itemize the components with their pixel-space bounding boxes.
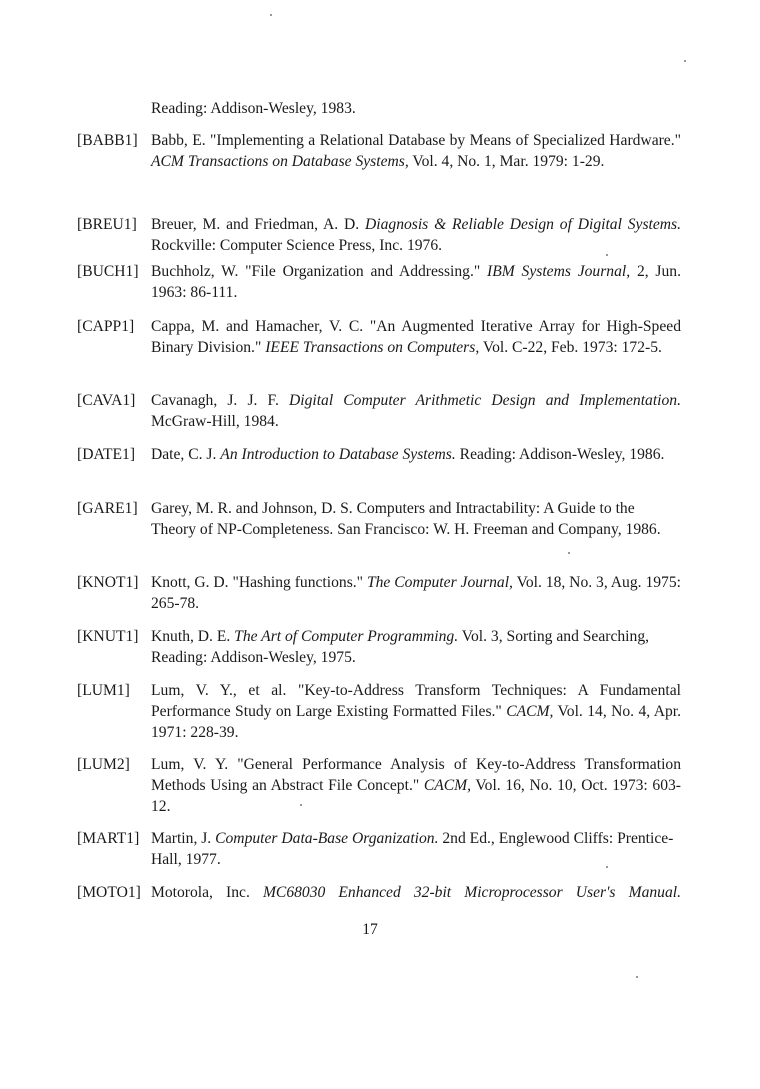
reference-entry [77,882,681,903]
reference-entry [77,214,681,256]
reference-entry [77,572,681,614]
reference-key: [KNUT1] [77,628,139,645]
reference-key: [GARE1] [77,500,138,517]
scan-speck [300,804,302,806]
scan-speck [606,254,608,256]
reference-entry [77,754,681,817]
reference-entry [77,261,681,303]
reference-continuation: Reading: Addison-Wesley, 1983. [151,100,356,117]
scan-speck [568,552,570,554]
scan-speck [636,976,638,978]
reference-text: Buchholz, W. "File Organization and Addressing." IBM Systems Journal, 2, Jun. 1963: 86-111. [151,263,681,301]
reference-entry [77,680,681,743]
reference-entry [77,130,681,172]
reference-key: [CAVA1] [77,392,136,409]
reference-text: Lum, V. Y. "General Performance Analysis of Key-to-Address Transformation Methods Using an Abstract File Concept." CACM, Vol. 16, No. 10, Oct. 1973: 603-12. [151,756,681,815]
reference-key: [CAPP1] [77,318,135,335]
reference-key: [LUM1] [77,682,130,699]
reference-text: Breuer, M. and Friedman, A. D. Diagnosis & Reliable Design of Digital Systems. Rockville: Computer Science Press, Inc. 1976. [151,216,681,254]
reference-text: Babb, E. "Implementing a Relational Database by Means of Specialized Hardware." ACM Transactions on Database Systems, Vol. 4, No. 1, Mar. 1979: 1-29. [151,132,681,170]
scan-speck [606,866,608,868]
reference-text: Knott, G. D. "Hashing functions." The Computer Journal, Vol. 18, No. 3, Aug. 1975: 265-78. [151,574,681,612]
reference-text: Martin, J. Computer Data-Base Organization. 2nd Ed., Englewood Cliffs: Prentice-Hall, 1977. [151,830,674,868]
reference-entry [77,316,681,358]
reference-text: Motorola, Inc. MC68030 Enhanced 32-bit Microprocessor User's Manual. [151,884,681,901]
reference-key: [DATE1] [77,446,136,463]
reference-text: Lum, V. Y., et al. "Key-to-Address Transform Techniques: A Fundamental Performance Study on Large Existing Formatted Files." CACM, Vol. 14, No. 4, Apr. 1971: 228-39. [151,682,681,741]
reference-key: [BREU1] [77,216,137,233]
reference-key: [MOTO1] [77,884,141,901]
reference-key: [KNOT1] [77,574,139,591]
reference-entry [77,498,681,540]
reference-entry [77,390,681,432]
reference-text: Garey, M. R. and Johnson, D. S. Computers and Intractability: A Guide to the Theory of NP-Completeness. San Francisco: W. H. Freeman and Company, 1986. [151,500,661,538]
reference-key: [BUCH1] [77,263,139,280]
reference-key: [MART1] [77,830,140,847]
reference-entry [77,626,681,668]
scan-speck [684,60,686,62]
reference-key: [LUM2] [77,756,130,773]
reference-text: Cavanagh, J. J. F. Digital Computer Arithmetic Design and Implementation. McGraw-Hill, 1984. [151,392,681,430]
reference-entry [77,444,681,465]
reference-text: Knuth, D. E. The Art of Computer Programming. Vol. 3, Sorting and Searching, Reading: Addison-Wesley, 1975. [151,628,650,666]
scan-speck [270,14,272,16]
reference-text: Date, C. J. An Introduction to Database Systems. Reading: Addison-Wesley, 1986. [151,446,665,463]
reference-key: [BABB1] [77,132,138,149]
reference-entry [77,828,681,870]
reference-text: Cappa, M. and Hamacher, V. C. "An Augmented Iterative Array for High-Speed Binary Division." IEEE Transactions on Computers, Vol. C-22, Feb. 1973: 172-5. [151,318,681,356]
page-number: 17 [362,921,378,938]
